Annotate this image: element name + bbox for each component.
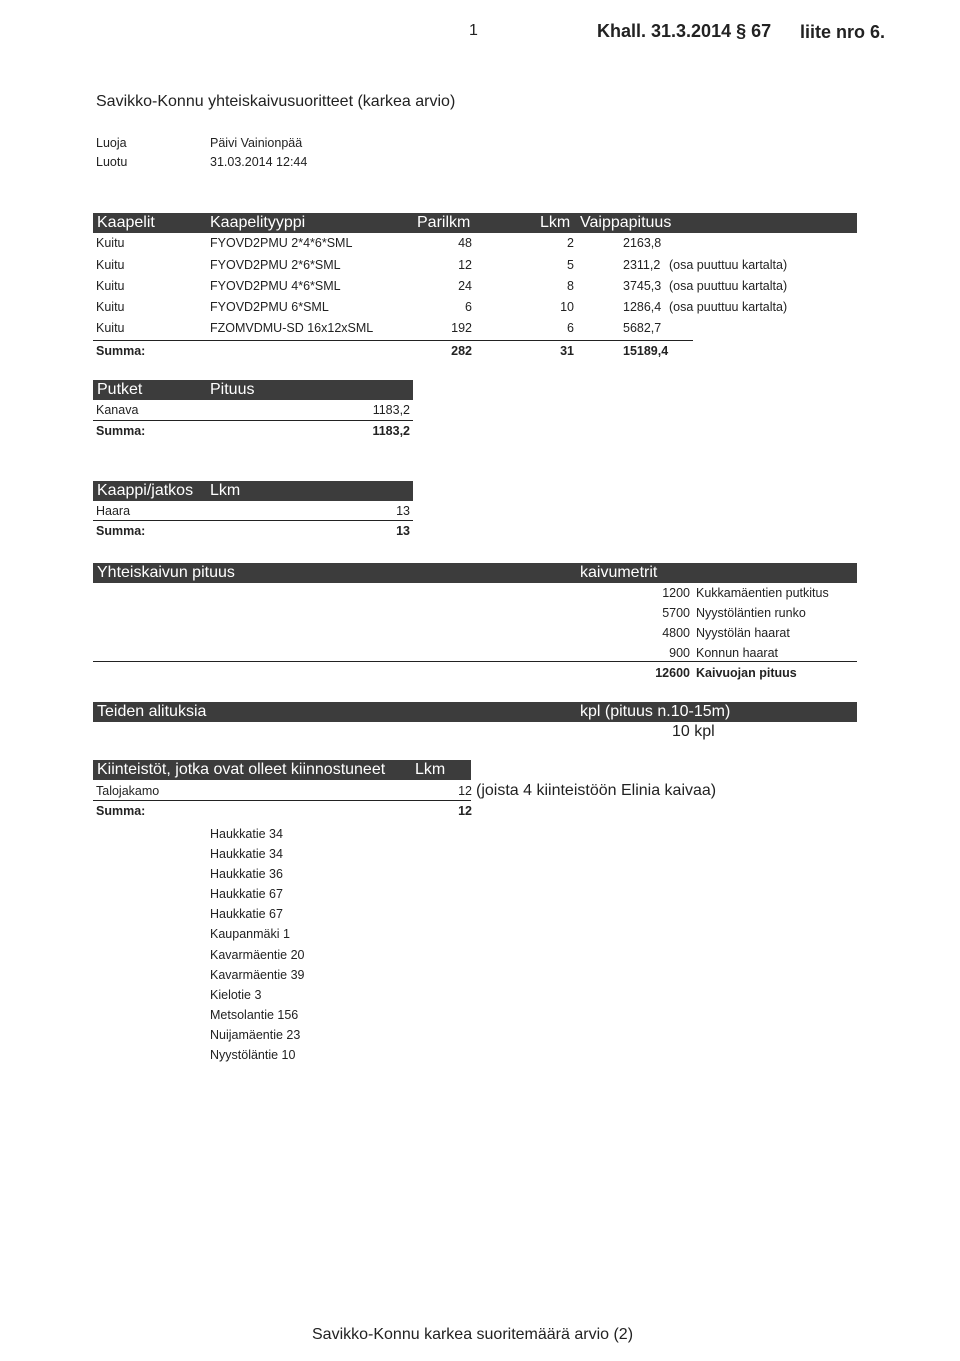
cable-type: Kuitu <box>96 300 125 314</box>
list-item: Kaupanmäki 1 <box>210 927 290 942</box>
cabinet-type: Haara <box>96 504 131 518</box>
cable-count: 8 <box>567 279 574 293</box>
properties-header <box>93 760 471 780</box>
list-item: Haukkatie 34 <box>210 847 283 862</box>
cable-pairs: 192 <box>451 321 472 335</box>
cables-header <box>93 213 857 233</box>
cable-note: (osa puuttuu kartalta) <box>669 258 788 272</box>
author-label: Luoja <box>96 136 127 150</box>
cabinet-count: 13 <box>396 504 410 518</box>
cable-pairs: 24 <box>458 279 472 293</box>
page-title: Savikko-Konnu yhteiskaivusuoritteet (karkea arvio) <box>96 93 456 110</box>
cables-header-length: Vaippapituus <box>580 214 672 231</box>
trench-header-left: Yhteiskaivun pituus <box>97 564 235 581</box>
cable-model: FYOVD2PMU 6*SML <box>210 300 329 314</box>
trench-value: 4800 <box>662 626 690 640</box>
cable-count: 5 <box>567 258 574 272</box>
trench-value: 1200 <box>662 586 690 600</box>
trench-value: 5700 <box>662 606 690 620</box>
trench-label: Nyystölän haarat <box>696 626 790 640</box>
cables-sum-rule <box>93 340 693 341</box>
meeting-reference: Khall. 31.3.2014 § 67 <box>597 21 772 41</box>
cables-sum-length: 15189,4 <box>623 344 669 358</box>
properties-header-left: Kiinteistöt, jotka ovat olleet kiinnostuneet <box>97 761 386 778</box>
trench-header-right: kaivumetrit <box>580 564 658 581</box>
cable-count: 10 <box>560 300 574 314</box>
cable-pairs: 12 <box>458 258 472 272</box>
table-row <box>96 321 125 335</box>
trench-label: Kukkamäentien putkitus <box>696 586 829 600</box>
cable-count: 6 <box>567 321 574 335</box>
list-item: Nyystöläntie 10 <box>210 1048 296 1063</box>
cables-header-type: Kaapelit <box>97 214 155 231</box>
table-row <box>96 258 125 272</box>
table-row <box>96 279 125 293</box>
cable-length: 1286,4 <box>623 300 662 314</box>
properties-sum-label: Summa: <box>96 804 146 818</box>
trench-total-value: 12600 <box>655 666 690 680</box>
cable-type: Kuitu <box>96 258 125 272</box>
cabinets-sum-rule <box>93 520 413 521</box>
crossings-header-left: Teiden alituksia <box>97 703 207 720</box>
pipes-header <box>93 380 413 400</box>
properties-sum-rule <box>93 800 471 801</box>
cables-header-pairs: Parilkm <box>417 214 471 231</box>
list-item: Kielotie 3 <box>210 987 262 1002</box>
cable-type: Kuitu <box>96 279 125 293</box>
pipes-sum-rule <box>93 420 413 421</box>
list-item: Haukkatie 67 <box>210 887 283 902</box>
cable-length: 3745,3 <box>623 279 662 293</box>
list-item: Kavarmäentie 20 <box>210 947 305 962</box>
cable-type: Kuitu <box>96 321 125 335</box>
cable-pairs: 6 <box>465 300 472 314</box>
pipes-sum-label: Summa: <box>96 424 146 438</box>
pipe-length: 1183,2 <box>372 403 410 417</box>
property-note: (joista 4 kiinteistöön Elinia kaivaa) <box>476 782 717 799</box>
created-label: Luotu <box>96 155 128 169</box>
trench-value: 900 <box>669 646 690 660</box>
list-item: Nuijamäentie 23 <box>210 1027 301 1042</box>
cable-model: FYOVD2PMU 2*6*SML <box>210 258 341 272</box>
cable-type: Kuitu <box>96 236 125 250</box>
table-row <box>96 300 125 314</box>
pipes-sum-length: 1183,2 <box>372 424 410 438</box>
properties-header-right: Lkm <box>415 761 446 778</box>
cable-length: 2311,2 <box>623 258 661 272</box>
trench-label: Konnun haarat <box>696 646 779 660</box>
crossings-header-right: kpl (pituus n.10-15m) <box>580 703 731 720</box>
cabinets-sum-count: 13 <box>396 524 410 538</box>
author-value: Päivi Vainionpää <box>210 136 303 150</box>
trench-sum-rule <box>93 661 857 662</box>
cables-header-model: Kaapelityyppi <box>210 214 306 231</box>
cable-length: 2163,8 <box>623 236 662 250</box>
list-item: Haukkatie 67 <box>210 907 283 922</box>
crossings-header <box>93 702 857 722</box>
cable-model: FYOVD2PMU 4*6*SML <box>210 279 341 293</box>
property-type: Talojakamo <box>96 784 160 798</box>
cables-sum-count: 31 <box>560 344 574 358</box>
page-footer: Savikko-Konnu karkea suoritemäärä arvio (2) <box>312 1326 634 1343</box>
cable-model: FZOMVDMU-SD 16x12xSML <box>210 321 374 335</box>
created-value: 31.03.2014 12:44 <box>210 155 308 169</box>
cable-note: (osa puuttuu kartalta) <box>669 300 788 314</box>
cable-note: (osa puuttuu kartalta) <box>669 279 788 293</box>
appendix-label: liite nro 6. <box>800 22 886 42</box>
properties-sum-count: 12 <box>458 804 472 818</box>
cable-length: 5682,7 <box>623 321 662 335</box>
cable-count: 2 <box>567 236 574 250</box>
list-item: Metsolantie 156 <box>210 1007 299 1022</box>
pipes-header-type: Putket <box>97 381 143 398</box>
trench-label: Nyystöläntien runko <box>696 606 806 620</box>
list-item: Haukkatie 36 <box>210 867 283 882</box>
pipe-type: Kanava <box>96 403 139 417</box>
page-number: 1 <box>469 22 478 39</box>
cables-sum-pairs: 282 <box>451 344 472 358</box>
trench-header <box>93 563 857 583</box>
property-count: 12 <box>458 784 472 798</box>
cables-header-count: Lkm <box>540 214 571 231</box>
cabinets-header-type: Kaappi/jatkos <box>97 482 194 499</box>
trench-total-label: Kaivuojan pituus <box>696 666 797 680</box>
list-item: Haukkatie 34 <box>210 827 283 841</box>
cable-model: FYOVD2PMU 2*4*6*SML <box>210 236 353 250</box>
crossings-value: 10 kpl <box>672 723 715 740</box>
cabinets-header <box>93 481 413 501</box>
cabinets-header-count: Lkm <box>210 482 241 499</box>
pipes-header-length: Pituus <box>210 381 255 398</box>
table-row <box>96 236 125 250</box>
cables-sum-label: Summa: <box>96 344 146 358</box>
list-item: Kavarmäentie 39 <box>210 967 305 982</box>
cabinets-sum-label: Summa: <box>96 524 146 538</box>
cable-pairs: 48 <box>458 236 472 250</box>
address-list <box>210 824 305 1065</box>
